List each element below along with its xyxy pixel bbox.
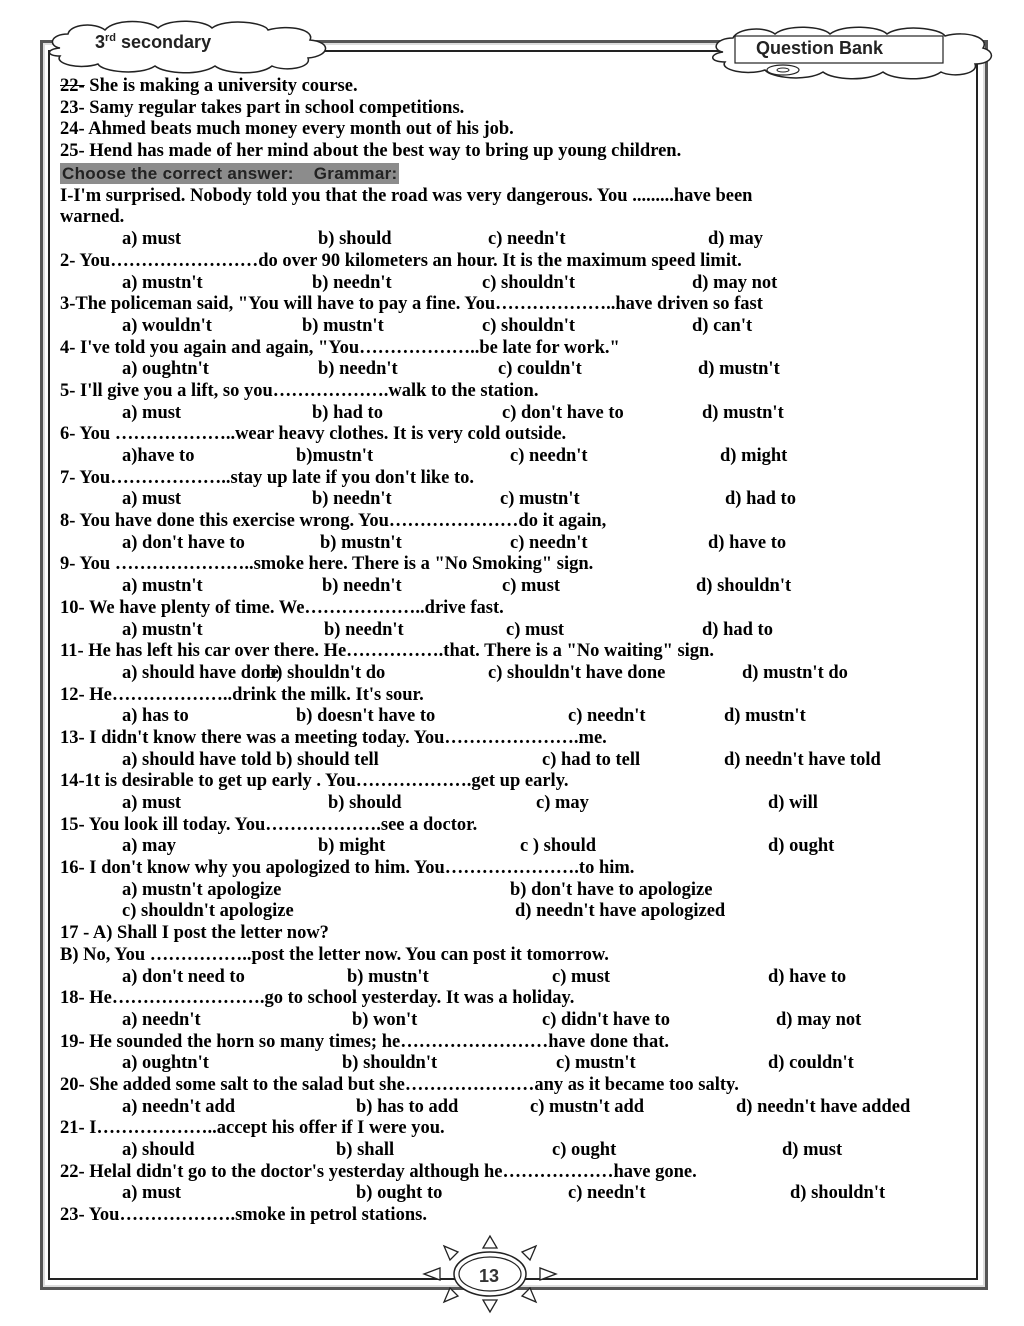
answer-option[interactable]: a) should have told — [122, 749, 272, 770]
question-text: 18- He…………………….go to school yesterday. It was a holiday. — [60, 988, 575, 1009]
answer-option[interactable]: b) should — [318, 229, 392, 250]
answer-option[interactable]: a) may — [122, 836, 176, 857]
answer-option[interactable]: d) shouldn't — [696, 576, 792, 597]
answer-option[interactable]: a) must — [122, 402, 182, 423]
question-text-continued: B) No, You ……………..post the letter now. You can post it tomorrow. — [60, 944, 609, 965]
question-list — [60, 186, 960, 1227]
answer-option[interactable]: c) needn't — [568, 706, 646, 727]
answer-option[interactable]: d) mustn't — [698, 359, 780, 380]
answer-option[interactable]: c) mustn't — [500, 489, 580, 510]
answer-option[interactable]: c) needn't — [510, 532, 588, 553]
answer-option[interactable]: a) oughtn't — [122, 1053, 209, 1074]
question-text: 21- I………………..accept his offer if I were you. — [60, 1118, 445, 1139]
answer-option[interactable]: b) mustn't — [302, 315, 384, 336]
answer-option[interactable]: c) mustn't add — [530, 1096, 645, 1117]
answer-option[interactable]: a) mustn't — [122, 619, 203, 640]
answer-options — [60, 663, 960, 685]
answer-option[interactable]: c) needn't — [510, 446, 588, 466]
answer-option[interactable]: c) shouldn't apologize — [122, 901, 294, 922]
question-text: I-I'm surprised. Nobody told you that the road was very dangerous. You .........have been — [60, 185, 753, 206]
answer-option[interactable]: b) needn't — [312, 489, 392, 510]
answer-option[interactable]: a) mustn't apologize — [122, 879, 282, 900]
question-text: 13- I didn't know there was a meeting today. You………………….me. — [60, 727, 607, 748]
answer-option[interactable]: a) don't have to — [122, 532, 245, 553]
answer-option[interactable]: c) needn't — [488, 229, 566, 250]
answer-option[interactable]: b) mustn't — [320, 532, 402, 553]
answer-option[interactable]: a) must — [122, 793, 182, 813]
answer-option[interactable]: a) must — [122, 489, 182, 510]
answer-options — [60, 967, 960, 989]
answer-option[interactable]: b) needn't — [324, 619, 404, 640]
answer-options — [60, 489, 960, 511]
answer-option[interactable]: d) mustn't do — [742, 662, 848, 683]
intro-line-23: 23- Samy regular takes part in school competitions. — [60, 97, 465, 118]
answer-options — [60, 359, 960, 381]
answer-option[interactable]: c) shouldn't have done — [488, 662, 666, 683]
answer-option[interactable]: c) shouldn't — [482, 315, 576, 336]
answer-option[interactable]: d) might — [720, 446, 788, 466]
answer-options — [60, 229, 960, 251]
question-text: 9- You …………………..smoke here. There is a "No Smoking" sign. — [60, 554, 594, 575]
answer-option[interactable]: b) should — [328, 793, 402, 813]
answer-option[interactable]: a) must — [122, 229, 182, 250]
question-text: 23- You……………….smoke in petrol stations. — [60, 1205, 427, 1226]
answer-option[interactable]: d) must — [782, 1140, 843, 1160]
answer-option[interactable]: d) may not — [776, 1009, 862, 1030]
answer-options — [60, 836, 960, 858]
answer-option[interactable]: c) needn't — [568, 1183, 646, 1204]
answer-option[interactable]: d) can't — [692, 315, 753, 336]
answer-option[interactable]: c) ought — [552, 1140, 617, 1160]
answer-option[interactable]: d) needn't have added — [736, 1096, 911, 1117]
answer-option[interactable]: b) won't — [352, 1009, 418, 1030]
answer-option[interactable]: b) doesn't have to — [296, 706, 436, 727]
answer-option[interactable]: d) ought — [768, 836, 835, 857]
answer-option[interactable]: a) should have done — [122, 662, 279, 683]
answer-option[interactable]: d) had to — [702, 619, 773, 640]
answer-options — [60, 620, 960, 642]
answer-option[interactable]: c) must — [506, 619, 565, 640]
answer-options — [60, 1183, 960, 1205]
question-bank-label: Question Bank — [756, 38, 884, 58]
answer-option[interactable]: a) mustn't — [122, 576, 203, 597]
question-text: 7- You………………..stay up late if you don't like to. — [60, 467, 475, 488]
answer-option[interactable]: b) shouldn't — [342, 1053, 438, 1074]
answer-option[interactable]: b) shall — [336, 1140, 395, 1160]
answer-option[interactable]: c) didn't have to — [542, 1009, 670, 1030]
answer-options — [60, 706, 960, 728]
page-number: 13 — [478, 1266, 500, 1286]
answer-options — [60, 446, 960, 468]
answer-options — [60, 1010, 960, 1032]
answer-option[interactable]: d) will — [768, 793, 818, 813]
answer-options — [60, 1140, 960, 1162]
answer-option[interactable]: d) needn't have told — [724, 749, 881, 770]
answer-options — [60, 533, 960, 555]
answer-option[interactable]: b) don't have to apologize — [510, 879, 713, 900]
answer-option[interactable]: b) had to — [312, 402, 383, 423]
answer-option[interactable]: c) must — [502, 576, 561, 597]
question-text: 12- He………………..drink the milk. It's sour. — [60, 684, 424, 705]
answer-option[interactable]: d) have to — [708, 532, 787, 553]
answer-options — [60, 1053, 960, 1075]
answer-option[interactable]: b) needn't — [318, 359, 398, 380]
intro-line-25: 25- Hend has made of her mind about the best way to bring up young children. — [60, 141, 682, 162]
question-text-continued: warned. — [60, 207, 125, 228]
question-text: 20- She added some salt to the salad but she…………………any as it became too salty. — [60, 1074, 739, 1095]
answer-option[interactable]: c) mustn't — [556, 1053, 636, 1074]
answer-options — [60, 1097, 960, 1119]
answer-option[interactable]: a) must — [122, 1183, 182, 1204]
answer-options — [60, 793, 960, 815]
answer-option[interactable]: b) needn't — [322, 576, 402, 597]
question-text: 4- I've told you again and again, "You………………..be late for work." — [60, 337, 620, 358]
answer-option[interactable]: a) should — [122, 1140, 195, 1160]
answer-option[interactable]: c) couldn't — [498, 359, 582, 380]
question-text: 19- He sounded the horn so many times; he……………………have done that. — [60, 1031, 669, 1052]
answer-options — [60, 880, 960, 902]
intro-line-24: 24- Ahmed beats much money every month out of his job. — [60, 119, 514, 140]
answer-option[interactable]: c ) should — [520, 836, 597, 857]
answer-option[interactable]: d) needn't have apologized — [515, 901, 726, 922]
answer-option[interactable]: d) may not — [692, 272, 778, 293]
answer-option[interactable]: c) don't have to — [502, 402, 624, 423]
answer-option[interactable]: a) wouldn't — [122, 315, 212, 336]
answer-option[interactable]: d) have to — [768, 966, 847, 987]
answer-option[interactable]: a) needn't — [122, 1009, 201, 1030]
question-text: 22- Helal didn't go to the doctor's yesterday although he………………have gone. — [60, 1161, 697, 1182]
answer-option[interactable]: d) shouldn't — [790, 1183, 886, 1204]
answer-option[interactable]: a) has to — [122, 706, 189, 727]
question-text: 15- You look ill today. You……………….see a doctor. — [60, 814, 478, 835]
grade-label: 3rd secondary — [95, 32, 212, 52]
answer-option[interactable]: c) may — [536, 793, 589, 813]
answer-option[interactable]: a) mustn't — [122, 272, 203, 293]
answer-option[interactable]: d) couldn't — [768, 1053, 854, 1074]
question-text: 16- I don't know why you apologized to him. You………………….to him. — [60, 858, 635, 879]
answer-option[interactable]: d) had to — [725, 489, 796, 510]
question-text: 14-1t is desirable to get up early . You……………….get up early. — [60, 771, 569, 792]
answer-option[interactable]: a) needn't add — [122, 1096, 236, 1117]
answer-option[interactable]: b) shouldn't do — [266, 662, 386, 683]
answer-options — [60, 901, 960, 923]
answer-option[interactable]: b) ought to — [356, 1183, 443, 1204]
answer-option[interactable]: d) may — [708, 229, 763, 250]
answer-option[interactable]: b)mustn't — [296, 446, 374, 466]
answer-options — [60, 273, 960, 295]
question-text: 6- You ………………..wear heavy clothes. It is very cold outside. — [60, 424, 567, 445]
answer-option[interactable]: b) might — [318, 836, 386, 857]
section-heading-row — [60, 163, 960, 186]
question-text: 11- He has left his car over there. He…………….that. There is a "No waiting" sign. — [60, 641, 714, 662]
question-text: 3-The policeman said, "You will have to pay a fine. You………………..have driven so fast — [60, 294, 763, 315]
answer-option[interactable]: b) has to add — [356, 1096, 459, 1117]
worksheet-content — [60, 76, 960, 1227]
answer-option[interactable]: d) mustn't — [702, 402, 784, 423]
question-text: 17 - A) Shall I post the letter now? — [60, 923, 329, 944]
answer-options — [60, 316, 960, 338]
question-text: 10- We have plenty of time. We………………..drive fast. — [60, 597, 504, 618]
question-text: 2- You……………………do over 90 kilometers an hour. It is the maximum speed limit. — [60, 250, 742, 271]
section-heading: Choose the correct answer: Grammar: — [62, 163, 398, 183]
answer-option[interactable]: a)have to — [122, 446, 195, 466]
answer-option[interactable]: c) shouldn't — [482, 272, 576, 293]
question-text: 8- You have done this exercise wrong. You…………………do it again, — [60, 511, 607, 532]
answer-option[interactable]: a) don't need to — [122, 966, 245, 987]
answer-option[interactable]: b) should tell — [276, 749, 379, 770]
answer-option[interactable]: c) must — [552, 966, 611, 987]
answer-option[interactable]: b) needn't — [312, 272, 392, 293]
answer-option[interactable]: a) oughtn't — [122, 359, 209, 380]
answer-option[interactable]: d) mustn't — [724, 706, 806, 727]
answer-option[interactable]: b) mustn't — [347, 966, 429, 987]
answer-options — [60, 750, 960, 772]
question-text: 5- I'll give you a lift, so you……………….walk to the station. — [60, 380, 539, 401]
answer-option[interactable]: c) had to tell — [542, 749, 641, 770]
answer-options — [60, 403, 960, 425]
answer-options — [60, 576, 960, 598]
intro-line-22: 22- She is making a university course. — [60, 76, 358, 96]
